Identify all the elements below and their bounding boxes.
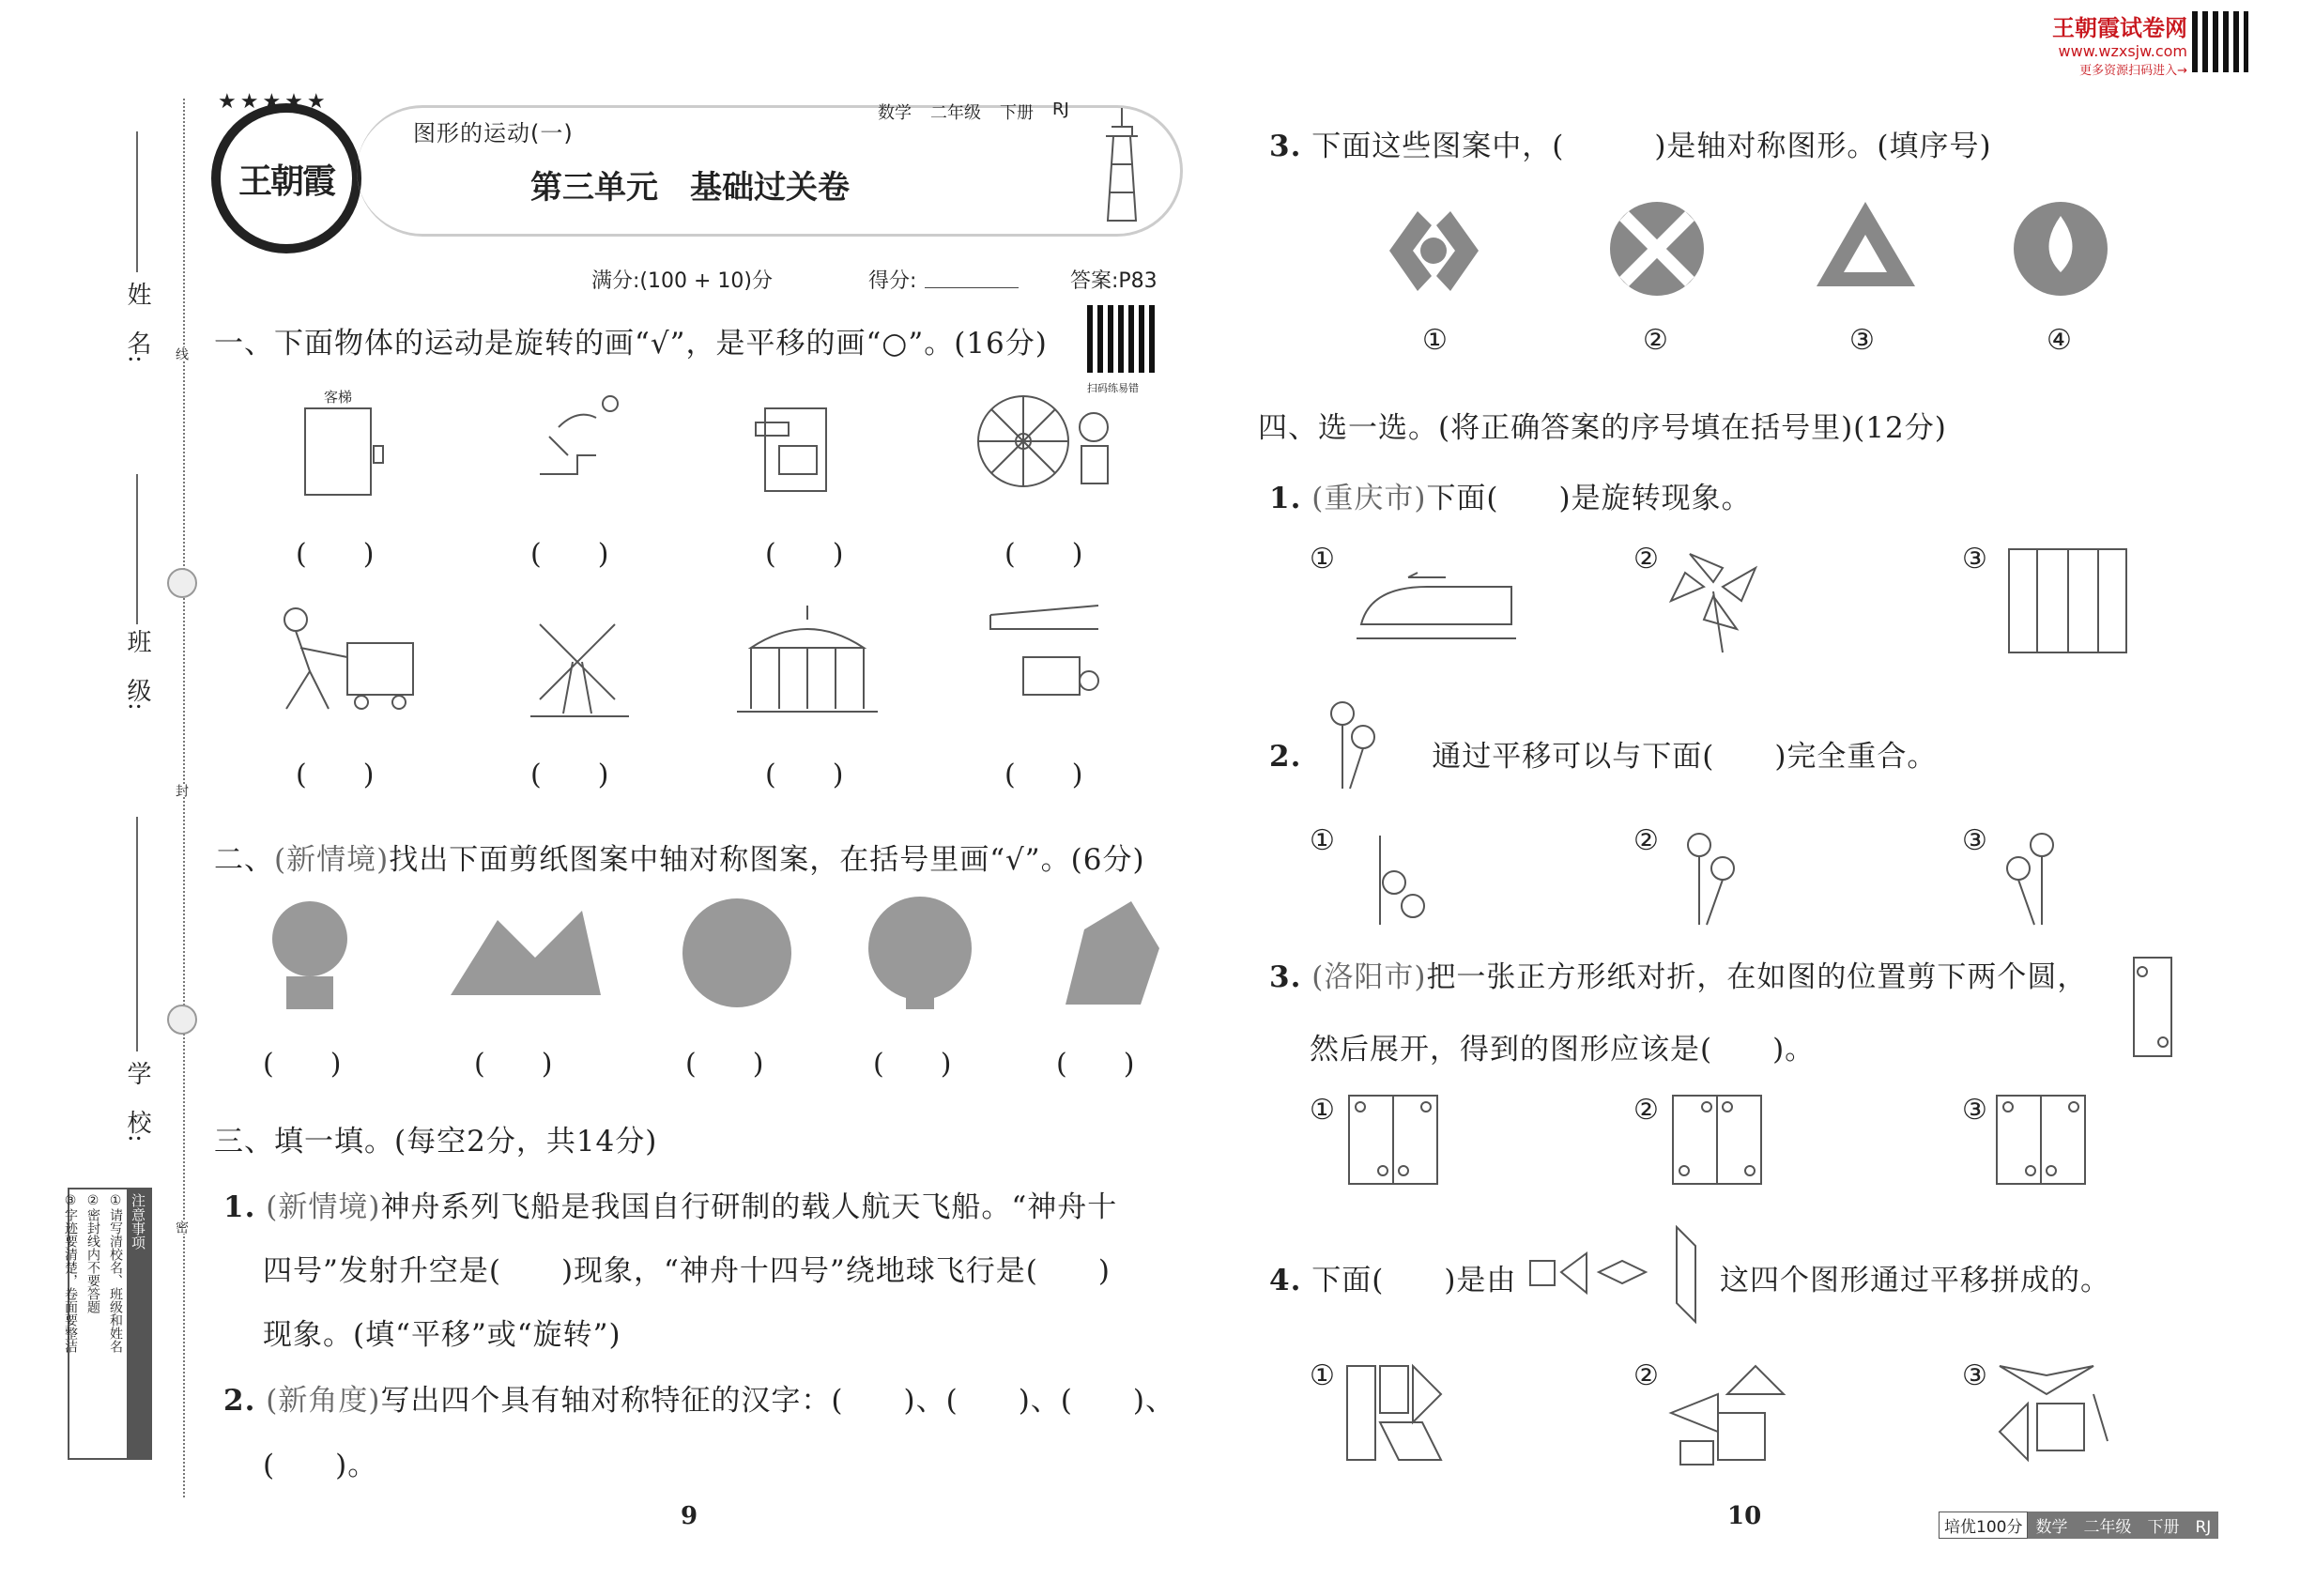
- answer-paren[interactable]: ( ): [474, 1048, 553, 1081]
- page-number-right: 10: [1727, 1502, 1762, 1530]
- binding-line: [183, 99, 185, 1497]
- boy-pushing-cart-image: [258, 606, 418, 723]
- section-4-title: 四、选一选。(将正确答案的序号填在括号里)(12分): [1258, 411, 1947, 445]
- answer-paren[interactable]: ( ): [263, 1048, 342, 1081]
- section-2-source: (新情境): [274, 843, 390, 877]
- page-number-left: 9: [681, 1502, 698, 1530]
- papercut-deer-image: [441, 901, 610, 1009]
- binding-hole-icon: [167, 568, 197, 598]
- s3-q1-line1: [223, 1183, 1117, 1225]
- answer-paren[interactable]: ( ): [1004, 538, 1083, 571]
- papercut-double-happiness-image: [864, 892, 976, 1014]
- option-label: ①: [1310, 543, 1335, 575]
- edition: RJ: [1052, 100, 1069, 119]
- high-speed-train-image: [1352, 549, 1521, 652]
- q-source: (新角度): [266, 1384, 381, 1418]
- name-label: 姓 名:: [123, 282, 151, 363]
- q-source: (重庆市): [1311, 482, 1427, 515]
- unfolded-paper-option-2: [1671, 1094, 1765, 1188]
- option-label: ②: [1633, 1359, 1659, 1392]
- flower-reference-image: [1305, 695, 1389, 793]
- score-label: 得分:: [868, 269, 917, 293]
- folded-paper-image: [2129, 953, 2176, 1061]
- flower-option-3-image: [1986, 826, 2079, 929]
- sealed-mark: 密: [174, 1220, 189, 1234]
- name-blank[interactable]: [136, 131, 138, 272]
- q-text-a: 下面( )是由: [1311, 1264, 1517, 1297]
- s3-q1-line2[interactable]: 四号”发射升空是( )现象，“神舟十四号”绕地球飞行是( ): [263, 1254, 1111, 1288]
- score-blank[interactable]: [925, 287, 1019, 288]
- q-source: (新情境): [266, 1190, 381, 1224]
- section-2-prefix: 二、: [214, 843, 274, 877]
- carousel-image: [732, 601, 882, 723]
- q-text: 通过平移可以与下面( )完全重合。: [1432, 740, 1938, 774]
- q-text: 神舟系列飞船是我国自行研制的载人航天飞船。“神舟十: [380, 1190, 1118, 1224]
- s4-q4[interactable]: [1269, 1256, 1516, 1298]
- option-label: ②: [1643, 324, 1668, 357]
- pattern-3-icon: [1812, 197, 1920, 300]
- qr-caption: 扫码练易错: [1087, 382, 1139, 394]
- volume: 下册: [1000, 103, 1034, 123]
- answer-paren[interactable]: ( ): [873, 1048, 952, 1081]
- notes-title: 注意事项: [127, 1189, 150, 1458]
- q-text: 下面( )是旋转现象。: [1426, 482, 1752, 515]
- line-mark: 线: [174, 347, 189, 361]
- series-info: 数学 二年级 下册 RJ: [2028, 1512, 2218, 1539]
- option-label: ①: [1422, 324, 1448, 357]
- s4-q3-line1: [1269, 953, 2087, 995]
- answer-ref: 答案:P83: [1070, 269, 1158, 293]
- answer-paren[interactable]: ( ): [530, 759, 609, 791]
- star-row-icon: ★★★★★: [218, 90, 330, 114]
- section-2-text: 找出下面剪纸图案中轴对称图案，在括号里画“√”。(6分): [389, 843, 1145, 877]
- s3-q3[interactable]: [1269, 122, 1992, 164]
- score-full: 满分:(100 + 10)分: [591, 269, 773, 293]
- seal-mark: 封: [174, 784, 189, 797]
- windmill-image: [526, 606, 634, 723]
- brand-logo: [211, 103, 361, 253]
- papercut-tiger-image: [676, 892, 798, 1014]
- pattern-4-icon: [2009, 197, 2112, 300]
- q-number: 2.: [223, 1384, 256, 1418]
- school-label: 学 校:: [123, 1061, 151, 1143]
- spinning-wheel-image: [976, 390, 1117, 498]
- unfolded-paper-option-1: [1347, 1094, 1441, 1188]
- papercut-rooster-image: [1047, 892, 1169, 1014]
- faucet-image: [521, 390, 624, 498]
- four-shapes-icon: [1528, 1225, 1716, 1324]
- option-label: ③: [1962, 824, 1987, 857]
- unfolded-paper-option-3: [1995, 1094, 2089, 1188]
- s3-q1-line3: 现象。(填“平移”或“旋转”): [263, 1318, 621, 1352]
- q-number: 2.: [1269, 740, 1302, 774]
- answer-paren[interactable]: ( ): [296, 759, 375, 791]
- option-label: ①: [1310, 824, 1335, 857]
- brand-tagline: 更多资源扫码进入→: [2079, 64, 2187, 78]
- elevator-label: 客梯: [324, 389, 353, 406]
- papercut-frog-image: [258, 892, 361, 1014]
- s3-q2-line2[interactable]: ( )。: [263, 1449, 378, 1482]
- s4-q3-line2[interactable]: 然后展开，得到的图形应该是( )。: [1310, 1033, 1816, 1067]
- note-item: ①请写清校名、班级和姓名: [108, 1193, 123, 1353]
- pinwheel-image: [1662, 545, 1774, 657]
- school-blank[interactable]: [136, 817, 138, 1051]
- q-number: 1.: [223, 1190, 256, 1224]
- series-name: 培优100分: [1939, 1512, 2028, 1539]
- answer-paren[interactable]: ( ): [530, 538, 609, 571]
- tangram-option-3: [1990, 1357, 2112, 1469]
- header-meta: [878, 100, 1069, 124]
- pattern-1-icon: [1380, 197, 1488, 305]
- q-text: 写出四个具有轴对称特征的汉字：( )、( )、( )、: [380, 1384, 1176, 1418]
- qr-code[interactable]: [1087, 305, 1155, 373]
- q-source: (洛阳市): [1311, 960, 1427, 994]
- option-label: ②: [1633, 543, 1659, 575]
- note-item: ②密封线内不要答题: [85, 1193, 100, 1313]
- binding-hole-icon: [167, 1005, 197, 1035]
- answer-paren[interactable]: ( ): [296, 538, 375, 571]
- flower-option-1-image: [1342, 826, 1436, 929]
- brand-name: 王朝霞试卷网: [2052, 15, 2187, 41]
- lesson-title: 图形的运动(一): [413, 120, 574, 146]
- subject: 数学: [878, 103, 912, 123]
- q-number: 3.: [1269, 960, 1302, 994]
- q-number: 1.: [1269, 482, 1302, 515]
- option-label: ②: [1633, 824, 1659, 857]
- option-label: ③: [1962, 543, 1987, 575]
- option-label: ①: [1310, 1094, 1335, 1127]
- answer-paren[interactable]: ( ): [685, 1048, 764, 1081]
- class-blank[interactable]: [136, 474, 138, 624]
- q-number: 3.: [1269, 130, 1302, 163]
- elevator-image: [300, 404, 385, 502]
- section-2-title: [214, 836, 1145, 878]
- option-label: ③: [1962, 1359, 1987, 1392]
- option-label: ③: [1849, 324, 1875, 357]
- s4-q1[interactable]: [1269, 474, 1752, 516]
- note-item: ③字迹要清楚，卷面要整洁: [63, 1193, 78, 1353]
- brand-block: [2018, 9, 2187, 78]
- notes-box: [63, 1188, 152, 1460]
- q-number: 4.: [1269, 1264, 1302, 1297]
- footer-series: [1939, 1512, 2218, 1539]
- answer-paren[interactable]: ( ): [1056, 1048, 1135, 1081]
- answer-paren[interactable]: ( ): [765, 759, 844, 791]
- brand-qr-code[interactable]: [2192, 11, 2248, 72]
- brand-url: www.wzxsjw.com: [2058, 42, 2187, 60]
- sliding-window-image: [2004, 545, 2136, 657]
- option-label: ④: [2047, 324, 2072, 357]
- s4-q4-text-b: 这四个图形通过平移拼成的。: [1720, 1264, 2110, 1297]
- option-label: ①: [1310, 1359, 1335, 1392]
- pattern-2-icon: [1605, 197, 1709, 300]
- answer-paren[interactable]: ( ): [765, 538, 844, 571]
- q-text: 下面这些图案中，( )是轴对称图形。(填序号): [1311, 130, 1992, 163]
- option-label: ②: [1633, 1094, 1659, 1127]
- tangram-option-2: [1662, 1357, 1793, 1469]
- q-text: 把一张正方形纸对折，在如图的位置剪下两个圆，: [1426, 960, 2088, 994]
- s3-q2-line1[interactable]: [223, 1376, 1175, 1419]
- tangram-option-1: [1338, 1357, 1460, 1469]
- grade: 二年级: [930, 103, 981, 123]
- logo-name: 王朝霞: [238, 161, 334, 201]
- drawer-cabinet-image: [751, 390, 836, 498]
- flower-option-2-image: [1662, 826, 1756, 929]
- answer-paren[interactable]: ( ): [1004, 759, 1083, 791]
- section-1-title: 一、下面物体的运动是旋转的画“√”，是平移的画“○”。(16分): [214, 327, 1048, 361]
- page-title: 第三单元 基础过关卷: [530, 169, 850, 207]
- option-label: ③: [1962, 1094, 1987, 1127]
- section-3-title: 三、填一填。(每空2分，共14分): [214, 1125, 658, 1159]
- desk-drawer-image: [986, 601, 1108, 718]
- lighthouse-icon: [1080, 99, 1164, 230]
- class-label: 班 级:: [123, 629, 151, 711]
